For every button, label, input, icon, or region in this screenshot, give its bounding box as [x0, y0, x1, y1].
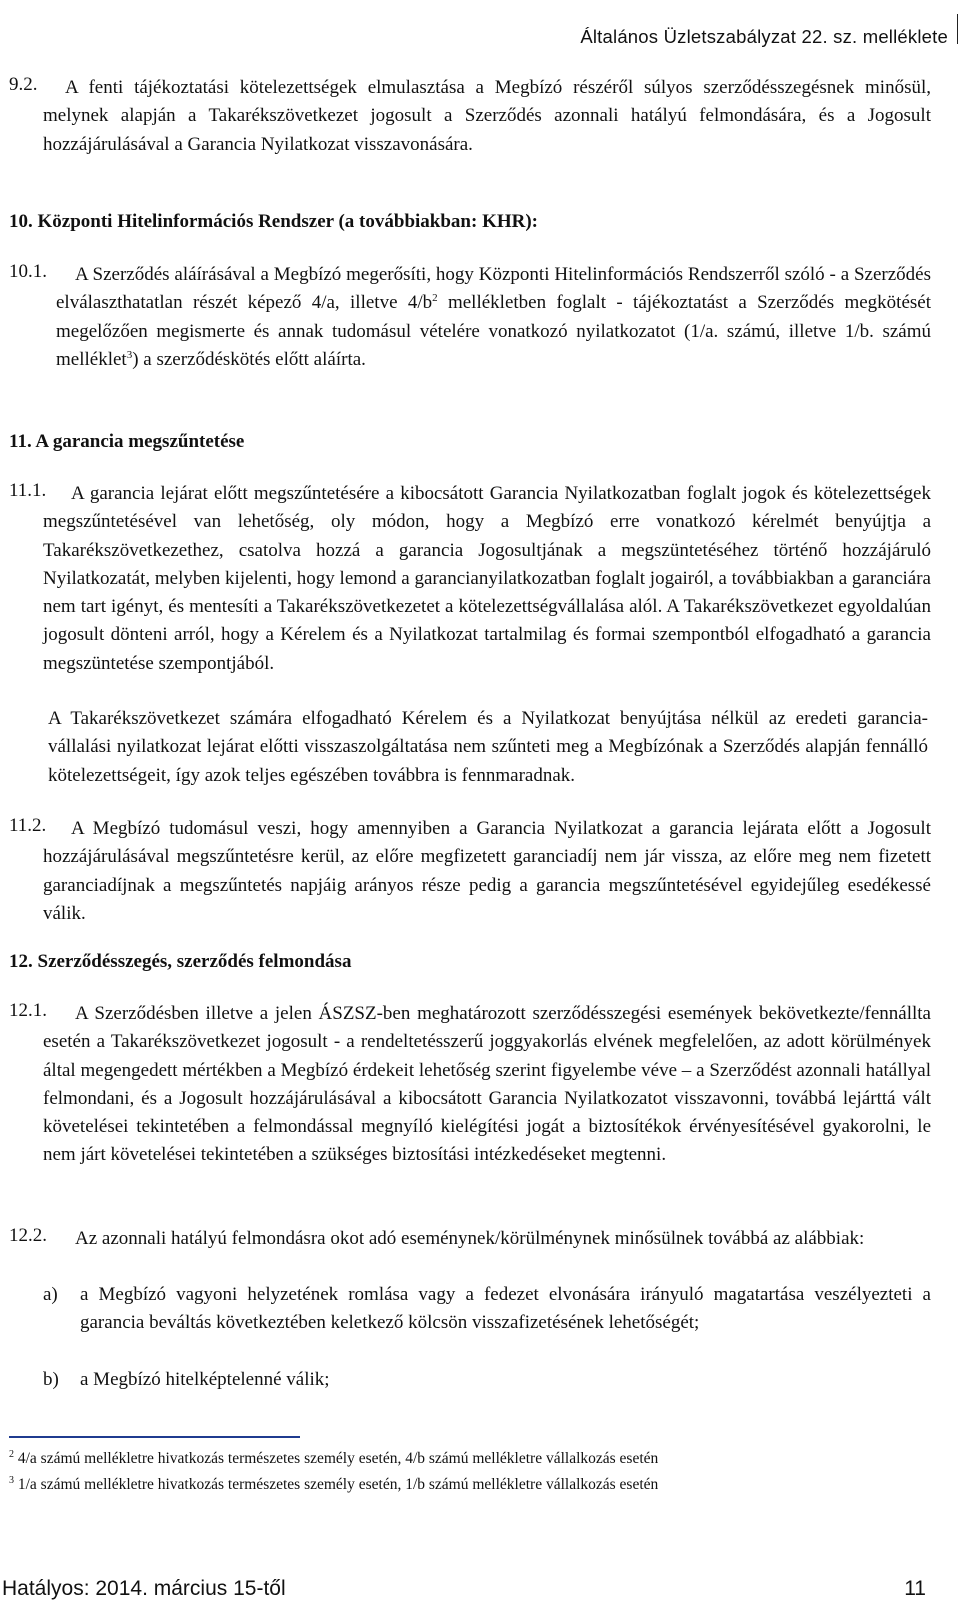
paragraph-number-11-2: 11.2.	[9, 815, 47, 836]
document-header: Általános Üzletszabályzat 22. sz. melléklete	[580, 26, 948, 47]
list-item-b-text: a Megbízó hitelképtelenné válik;	[80, 1369, 330, 1390]
paragraph-11-1-continuation: A Takarékszövetkezet számára elfogadható Kérelem és a Nyilatkozat benyújtása nélkül az eredeti garancia-vállalási nyilatkozat lejárat előtti visszaszolgáltatása nem szűnteti meg a Megbízónak a Szerződés alapján fennálló kötelezettségeit, így azok teljes egészében továbbra is fennmaradnak.	[48, 708, 928, 786]
footnote-mark-2: 2	[9, 1449, 14, 1460]
paragraph-9-2: A fenti tájékoztatási kötelezettségek elmulasztása a Megbízó részéről súlyos szerződésszegésnek minősül, melynek alapján a Takarékszövetkezet jogosult a Szerződés azonnali hatályú felmondására, és a Jogosult hozzájárulásával a Garancia Nyilatkozat visszavonására.	[43, 77, 931, 155]
list-item-a-text: a Megbízó vagyoni helyzetének romlása vagy a fedezet elvonására irányuló magatartása veszélyezteti a garancia beváltás következtében keletkező kölcsön visszafizetésének lehetőségét;	[80, 1284, 931, 1334]
paragraph-number-11-1: 11.1.	[9, 480, 47, 501]
paragraph-10-1-part-a: A Szerződés aláírásával a Megbízó megerősíti, hogy Központi Hitelinformációs Rendszerről szóló - a Szerződés elválaszthatatlan részét képező 4/a, illetve 4/b	[56, 264, 931, 314]
footnote-2	[9, 1449, 658, 1468]
paragraph-number-12-2: 12.2.	[9, 1225, 47, 1246]
footnote-mark-3: 3	[9, 1475, 14, 1486]
footnote-2-text: 4/a számú mellékletre hivatkozás természetes személy esetén, 4/b számú mellékletre vállalkozás esetén	[17, 1450, 659, 1467]
footnote-ref-3: 3	[126, 348, 133, 361]
paragraph-number-9-2: 9.2.	[9, 74, 38, 95]
list-item-b	[43, 1366, 931, 1394]
paragraph-10-1-part-c: ) a szerződéskötés előtt aláírta.	[132, 348, 366, 370]
list-item-b-label: b)	[43, 1369, 59, 1390]
list-item-a	[43, 1281, 931, 1338]
section-heading-12: 12. Szerződésszegés, szerződés felmondása	[9, 951, 352, 972]
paragraph-number-12-1: 12.1.	[9, 1000, 47, 1021]
section-heading-10: 10. Központi Hitelinformációs Rendszer (a továbbiakban: KHR):	[9, 211, 539, 232]
paragraph-11-1: A garancia lejárat előtt megszűntetésére a kibocsátott Garancia Nyilatkozatban foglalt jogok és kötelezettségek megszűntetésével van lehetőség, oly módon, hogy a Megbízó erre vonatkozó kérelmét benyújtja a Takarékszövetkezethez, csatolva hozzá a garancia Jogosultjának a megszüntetéséhez történő hozzájáruló Nyilatkozatát, melyben kijelenti, hogy lemond a garancianyilatkozatban foglalt jogairól, a továbbiakban a garanciára nem tart igényt, és mentesíti a Takarékszövetkezetet a kötelezettségvállalása alól. A Takarékszövetkezet egyoldalúan jogosult dönteni arról, hogy a Kérelem és a Nyilatkozat tartalmilag és formai szempontból elfogadható a garancia megszüntetése szempontjából.	[43, 483, 931, 674]
paragraph-10-1-part-b: mellékletben foglalt - tájékoztatást a Szerződés megkötését megelőzően megismerte és annak tudomásul vételére vonatkozó nyilatkozatot (1/a. számú, illetve 1/b. számú melléklet	[56, 292, 931, 370]
page-number: 11	[904, 1577, 926, 1600]
footnote-3	[9, 1475, 658, 1494]
paragraph-10-1	[56, 261, 931, 374]
paragraph-12-2: Az azonnali hatályú felmondásra okot adó eseménynek/körülménynek minősülnek továbbá az alábbiak:	[75, 1228, 865, 1249]
footnote-3-text: 1/a számú mellékletre hivatkozás természetes személy esetén, 1/b számú mellékletre vállalkozás esetén	[17, 1476, 659, 1493]
paragraph-12-1: A Szerződésben illetve a jelen ÁSZSZ-ben meghatározott szerződésszegési események bekövetkezte/fennállta esetén a Takarékszövetkezet jogosult - a rendeltetésszerű joggyakorlás elvének megfelelően, az adott körülmények által megengedett mértékben a Megbízó érdekeit lehetőség szerint figyelembe véve – a Szerződést azonnali hatállyal felmondani, és a Jogosult hozzájárulásával a kibocsátott Garancia Nyilatkozatot visszavonni, továbbá lejárttá vált követelései tekintetében a felmondással megnyíló kielégítési jogát a biztosítékok érvényesítésével gyakorolni, le nem járt követelései tekintetében a szükséges biztosítási intézkedéseket megtenni.	[43, 1003, 931, 1166]
paragraph-11-2: A Megbízó tudomásul veszi, hogy amennyiben a Garancia Nyilatkozat a garancia lejárata előtt a Jogosult hozzájárulásával megszűntetésre kerül, az előre megfizetett garanciadíj nem jár vissza, az előre meg nem fizetett garanciadíjnak a megszűntetés napjáig arányos része pedig a garancia megszűntetésével egyidejűleg esedékessé válik.	[43, 818, 931, 924]
footnote-ref-2: 2	[432, 292, 438, 305]
list-item-a-label: a)	[43, 1284, 58, 1305]
section-heading-11: 11. A garancia megszűntetése	[9, 431, 245, 452]
paragraph-number-10-1: 10.1.	[9, 261, 47, 282]
footer-effective-date: Hatályos: 2014. március 15-től	[2, 1577, 286, 1600]
footnote-separator	[9, 1436, 300, 1438]
header-rule	[957, 14, 959, 44]
